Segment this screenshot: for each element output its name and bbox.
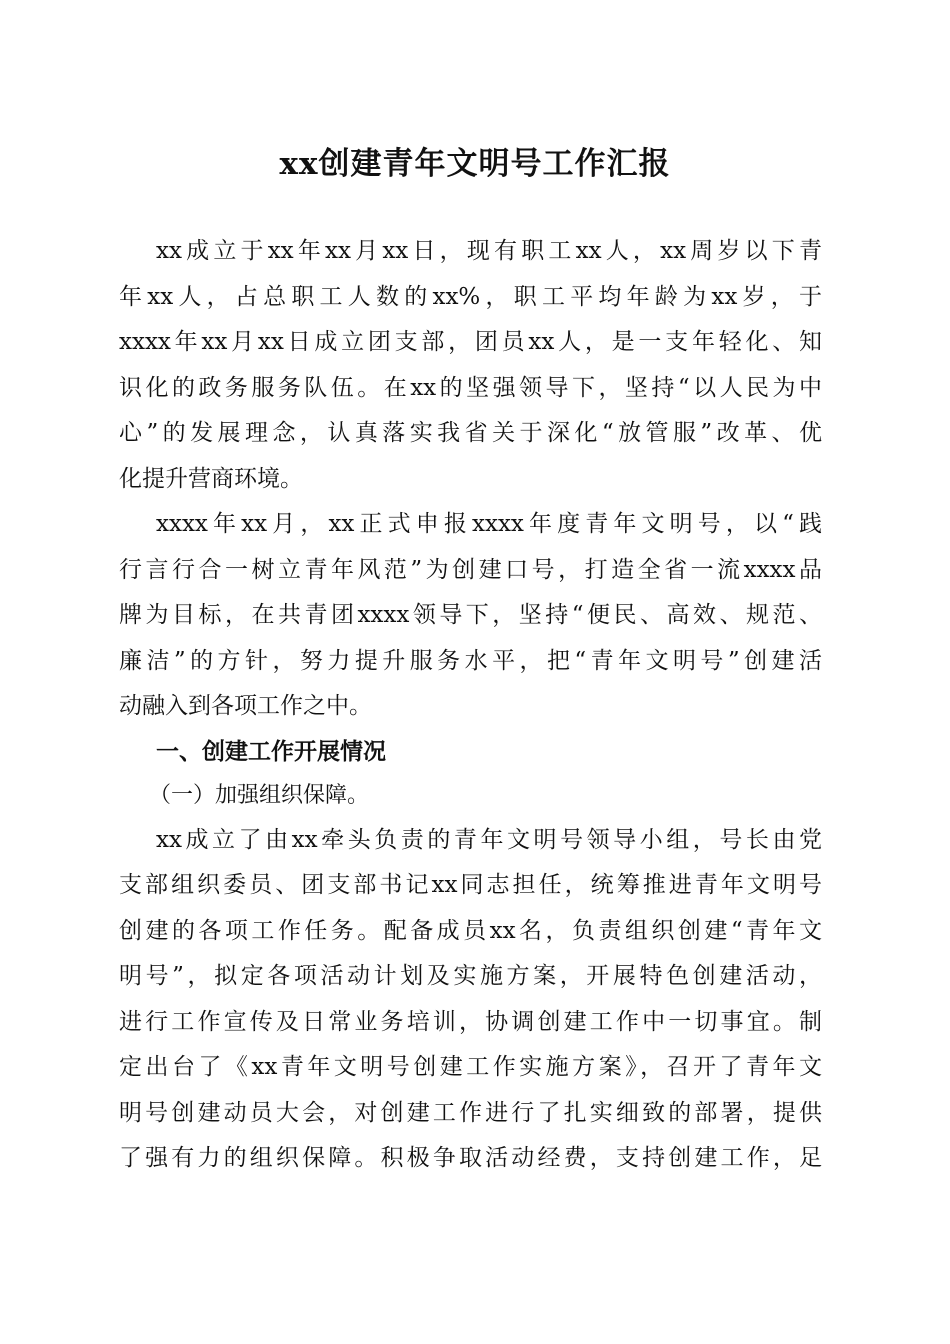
document-title: xx创建青年文明号工作汇报 [279,146,671,182]
text-line: xx成立于xx年xx月xx日，现有职工xx人，xx周岁以下青 [156,238,822,264]
paragraph-1 [119,229,822,502]
text-line: 牌为目标，在共青团xxxx领导下，坚持“便民、高效、规范、 [119,602,822,628]
text-line: xx成立了由xx牵头负责的青年文明号领导小组，号长由党 [156,826,822,853]
text-line: 支部组织委员、团支部书记xx同志担任，统筹推进青年文明号 [119,872,822,898]
text-line: 创建的各项工作任务。配备成员xx名，负责组织创建“青年文 [119,917,822,944]
document-body [119,229,822,1182]
text-line: 识化的政务服务队伍。在xx的坚强领导下，坚持“以人民为中 [119,374,822,401]
text-line: 进行工作宣传及日常业务培训，协调创建工作中一切事宜。制 [119,1008,822,1035]
text-line: 动融入到各项工作之中。 [119,693,372,719]
text-line: 化提升营商环境。 [119,465,303,492]
section-heading: 一、创建工作开展情况 [156,738,386,765]
subsection-heading: （一）加强组织保障。 [149,782,370,808]
text-line: 年xx人，占总职工人数的xx%，职工平均年龄为xx岁，于 [119,283,822,310]
paragraph-3 [119,818,822,1182]
text-line: 了强有力的组织保障。积极争取活动经费，支持创建工作，足 [119,1145,822,1171]
paragraph-2 [119,502,822,730]
text-line: xxxx年xx月xx日成立团支部，团员xx人，是一支年轻化、知 [119,329,822,355]
text-line: 明号”，拟定各项活动计划及实施方案，开展特色创建活动， [119,963,822,989]
text-line: 定出台了《xx青年文明号创建工作实施方案》，召开了青年文 [119,1054,822,1080]
text-line: 心”的发展理念，认真落实我省关于深化“放管服”改革、优 [119,420,822,446]
text-line: xxxx年xx月，xx正式申报xxxx年度青年文明号，以“践 [156,511,822,537]
text-line: 明号创建动员大会，对创建工作进行了扎实细致的部署，提供 [119,1099,822,1126]
text-line: 廉洁”的方针，努力提升服务水平，把“青年文明号”创建活 [119,647,822,674]
text-line: 行言行合一树立青年风范”为创建口号，打造全省一流xxxx品 [119,556,822,583]
